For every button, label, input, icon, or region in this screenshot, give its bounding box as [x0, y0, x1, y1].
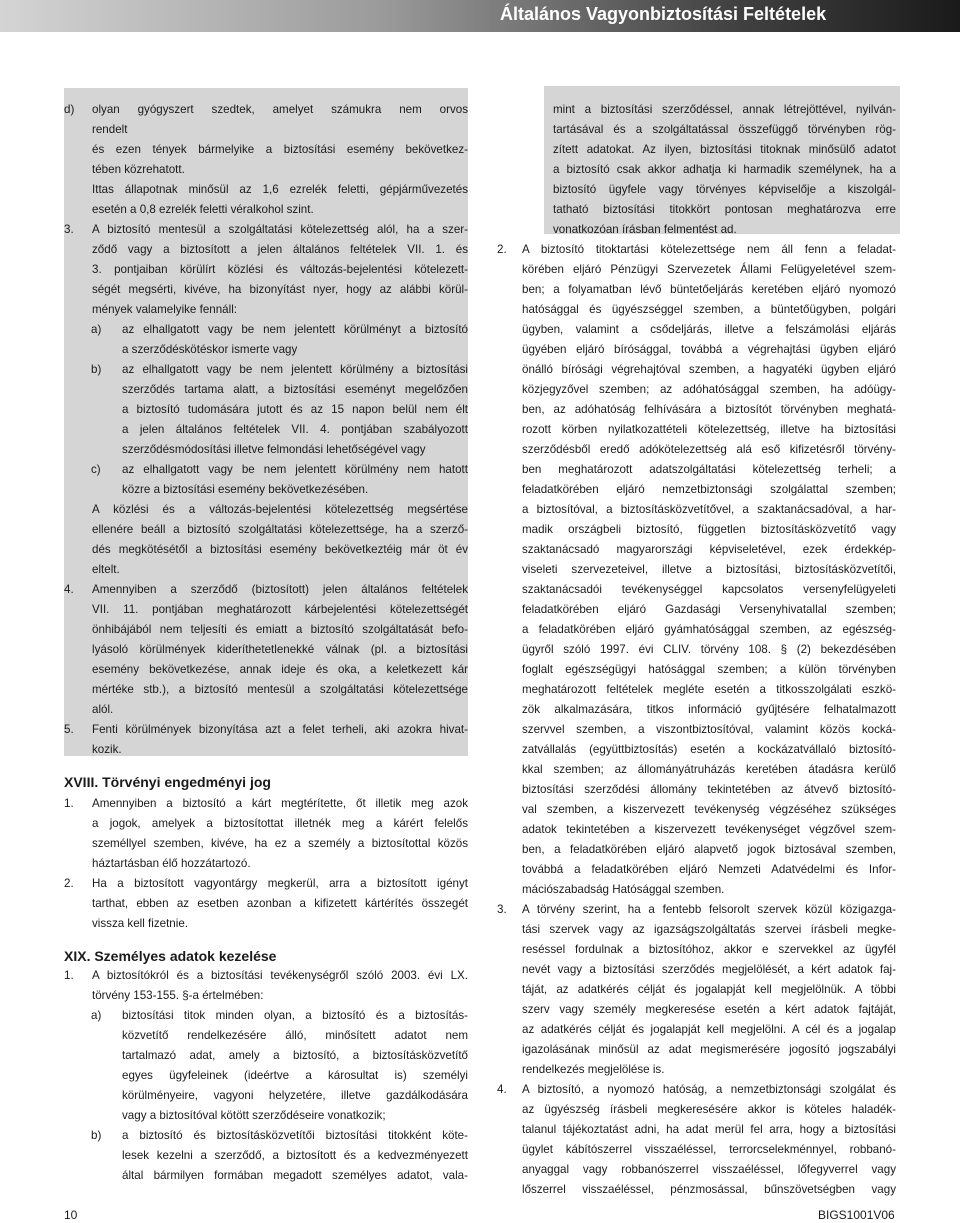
line-text: madik országbeli biztosító, független biztosításközvetítő vagy	[522, 523, 896, 536]
line-text: biztosítási titok minden olyan, a biztosító és a biztosítás-	[122, 1009, 468, 1022]
text-line	[522, 1040, 896, 1060]
text-line	[122, 1146, 468, 1166]
line-text: nevét vagy a biztosítási szerződés megjelölését, a kért adatok faj-	[522, 963, 896, 976]
text-line	[64, 794, 468, 814]
text-line	[522, 340, 896, 360]
text-line	[522, 680, 896, 700]
text-line	[92, 120, 468, 140]
line-text: vonatkozóan írásban felmentést ad.	[553, 223, 737, 236]
text-line	[553, 140, 896, 160]
line-text: igazolásának minősül az adat megismerésére jogosító jogszabályi	[522, 1043, 896, 1056]
line-text: A biztosító, a nyomozó hatóság, a nemzetbiztonsági szolgálat és	[522, 1083, 896, 1096]
line-text: közre a biztosítási esemény bekövetkezésében.	[122, 483, 369, 496]
text-line	[522, 540, 896, 560]
text-line	[522, 1160, 896, 1180]
line-text: mációszabadság Hatósággal szemben.	[522, 883, 725, 896]
line-text: a szerződéskötéskor ismerte vagy	[122, 343, 298, 356]
text-line	[92, 914, 468, 934]
line-text: közjegyzővel szemben; az adóhatósággal szemben, ha adóügy-	[522, 383, 896, 396]
text-line	[522, 600, 896, 620]
text-line	[122, 1086, 468, 1106]
line-text: reséssel fordulnak a biztosítóhoz, akkor e szervekkel az ügyfél	[522, 943, 896, 956]
text-line	[497, 900, 896, 920]
text-line	[92, 540, 468, 560]
text-line	[522, 960, 896, 980]
text-line	[92, 640, 468, 660]
text-line	[92, 560, 468, 580]
line-text: rendelkezés megjelölése is.	[522, 1063, 665, 1076]
line-text: ségét megsérti, kivéve, ha bizonyítást nyer, hogy az alábbi körül-	[92, 283, 468, 296]
line-text: kozik.	[92, 743, 122, 756]
line-text: szaktanácsadó magyarországi képviseletével, ezek érdekkép-	[522, 543, 896, 556]
line-text: a jelen általános feltételek VII. 4. pontjában szabályozott	[122, 423, 468, 436]
text-line	[92, 834, 468, 854]
line-text: szerv vagy személy megkeresése esetén a kért adatok fajtáját,	[522, 1003, 896, 1016]
text-line	[92, 260, 468, 280]
text-line	[522, 560, 896, 580]
line-text: zatvállalás (együttbiztosítás) esetén a kockázatvállaló biztosító-	[522, 743, 896, 756]
text-line	[92, 200, 468, 220]
line-text: mértéke stb.), a biztosító mentesül a szolgáltatási kötelezettsége	[92, 683, 468, 696]
line-text: talanul tájékoztatást adni, ha adat merül fel arra, hogy a biztosítási	[522, 1123, 896, 1136]
line-text: önálló bírósági végrehajtóval szemben, a hagyatéki ügyben eljáró	[522, 363, 896, 376]
line-text: A törvény szerint, ha a fentebb felsorolt szervek közül közigazga-	[522, 903, 896, 916]
text-line	[92, 500, 468, 520]
text-line	[92, 600, 468, 620]
line-text: VII. 11. pontjában meghatározott kárbejelentési kötelezettségét	[92, 603, 468, 616]
line-text: lesek kezelni a szerződő, a biztosított és a kedvezményezett	[122, 1149, 468, 1162]
line-text: szervvel szemben, a viszontbiztosítóval, valamint közös kocká-	[522, 723, 896, 736]
line-text: ellenére beáll a biztosító szolgáltatási kötelezettsége, ha a szerző-	[92, 523, 468, 536]
text-line	[522, 400, 896, 420]
line-text: vissza kell fizetnie.	[92, 917, 189, 930]
text-line	[92, 986, 468, 1006]
page-number: 10	[64, 1208, 78, 1222]
document-title: Általános Vagyonbiztosítási Feltételek	[500, 4, 827, 24]
text-line	[497, 240, 896, 260]
text-line	[522, 640, 896, 660]
line-text: körülményeire, vagyoni helyzetére, illetve gazdálkodására	[122, 1089, 468, 1102]
line-text: A biztosító mentesül a szolgáltatási kötelezettség alól, ha a szer-	[92, 223, 468, 236]
line-text: az elhallgatott vagy be nem jelentett körülmény nem hatott	[122, 463, 468, 476]
line-text: a biztosító tudomására jutott és az 15 napon belül nem élt	[122, 403, 468, 416]
line-text: szerződésmódosítási illetve felmondási lehetőségével vagy	[122, 443, 426, 456]
text-line	[122, 400, 468, 420]
text-line	[553, 160, 896, 180]
line-text: által bármilyen formában megadott személyes adatot, vala-	[122, 1169, 468, 1182]
text-line	[522, 280, 896, 300]
line-text: ződő vagy a biztosított a jelen általános feltételek VII. 1. és	[92, 243, 468, 256]
text-line	[522, 380, 896, 400]
text-line	[92, 140, 468, 160]
line-text: tartásával és a szolgáltatással összefüggő törvényben rög-	[553, 123, 896, 136]
text-line	[92, 894, 468, 914]
line-text: eltelt.	[92, 563, 120, 576]
line-text: tarthat, ebben az esetben azonban a kifizetett kártérítés összegét	[92, 897, 468, 910]
line-text: a biztosító csak akkor adhatja ki harmadik személynek, ha a	[553, 163, 896, 176]
text-line	[553, 200, 896, 220]
line-text: az adatkérés célját és jogalapját kell megjelölni. A cél és a jogalap	[522, 1023, 896, 1036]
text-line	[92, 180, 468, 200]
list-marker: d)	[64, 103, 75, 116]
text-line	[92, 620, 468, 640]
text-line	[122, 340, 468, 360]
line-text: mint a biztosítási szerződéssel, annak létrejöttével, nyilván-	[553, 103, 896, 116]
text-line	[92, 160, 468, 180]
text-line	[522, 880, 896, 900]
text-line	[522, 420, 896, 440]
line-text: feladatkörében eljáró nemzetbiztonsági szolgálattal szemben;	[522, 483, 896, 496]
line-text: A biztosítókról és a biztosítási tevékenységről szóló 2003. évi LX.	[92, 969, 468, 982]
text-line	[64, 720, 468, 740]
line-text: ügyében eljáró bírósággal, továbbá a végrehajtási ügyben eljáró	[522, 343, 896, 356]
line-text: a feladatkörében eljáró gyámhatósággal szemben, az egészség-	[522, 623, 896, 636]
text-line	[522, 860, 896, 880]
list-marker: a)	[91, 323, 102, 336]
line-text: törvény 153-155. §-a értelmében:	[92, 989, 264, 1002]
text-line	[92, 740, 468, 760]
line-text: kkal szemben; az állományátruházás keretében átadásra kerülő	[522, 763, 896, 776]
text-line	[522, 360, 896, 380]
line-text: esetén a 0,8 ezrelék feletti véralkohol szint.	[92, 203, 314, 216]
text-line	[522, 440, 896, 460]
line-text: és ezen tények bármelyike a biztosítási esemény bekövetkez-	[92, 143, 468, 156]
text-line	[522, 520, 896, 540]
line-text: adatok tekintetében a kiszervezett tevékenységet végzővel szem-	[522, 823, 896, 836]
line-text: zített adatokat. Az ilyen, biztosítási titoknak minősülő adatot	[553, 143, 896, 156]
line-text: háztartásban élő hozzátartozó.	[92, 857, 251, 870]
list-marker: 1.	[64, 969, 74, 982]
text-line	[522, 620, 896, 640]
list-marker: 3.	[64, 223, 74, 236]
list-marker: a)	[91, 1009, 102, 1022]
text-line	[522, 460, 896, 480]
line-text: táját, az adatkérés célját és jogalapját kell megjelölnük. A többi	[522, 983, 896, 996]
line-text: val szemben, a kiszervezett tevékenység végzéséhez szükséges	[522, 803, 896, 816]
list-marker: 3.	[497, 903, 507, 916]
line-text: olyan gyógyszert szedtek, amelyet számukra nem orvos	[92, 103, 468, 116]
text-line	[122, 1106, 468, 1126]
line-text: alól.	[92, 703, 114, 716]
line-text: az elhallgatott vagy be nem jelentett körülményt a biztosító	[122, 323, 468, 336]
line-text: A biztosító titoktartási kötelezettsége nem áll fenn a feladat-	[522, 243, 896, 256]
text-line	[122, 380, 468, 400]
line-text: ben, a feladatkörében eljáró alapvető jogok biztosával szemben,	[522, 843, 896, 856]
text-line	[522, 760, 896, 780]
line-text: mények valamelyike fennáll:	[92, 303, 237, 316]
line-text: hatósággal és ügyészséggel szemben, a büntetőügyben, polgári	[522, 303, 896, 316]
line-text: Ittas állapotnak minősül az 1,6 ezrelék feletti, gépjárművezetés	[92, 183, 468, 196]
line-text: anyaggal vagy robbanószerrel visszaéléssel, lőfegyverrel vagy	[522, 1163, 896, 1176]
text-line	[64, 966, 468, 986]
text-line	[522, 780, 896, 800]
section-heading	[64, 946, 468, 966]
line-text: zök alkalmazására, titkos információ gyűjtésére felhatalmazott	[522, 703, 896, 716]
text-line	[122, 1026, 468, 1046]
text-line	[522, 1120, 896, 1140]
line-text: ügyben, valamint a csődeljárás, illetve a felszámolási eljárás	[522, 323, 896, 336]
line-text: ügylet kábítószerrel visszaéléssel, terrorcselekménnyel, robbanó-	[522, 1143, 896, 1156]
list-marker: b)	[91, 363, 102, 376]
line-text: meghatározott feltételek megléte esetén a titkosszolgálati eszkö-	[522, 683, 896, 696]
text-line	[522, 1180, 896, 1200]
text-line	[91, 1126, 468, 1146]
line-text: rendelt	[92, 123, 128, 136]
line-text: dés megkötésétől a biztosítási esemény bekövetkeztéig már öt év	[92, 543, 468, 556]
list-marker: b)	[91, 1129, 102, 1142]
text-line	[92, 814, 468, 834]
line-text: ben, az adóhatóság felhívására a biztosítót törvényben meghatá-	[522, 403, 896, 416]
line-text: önhibájából nem teljesíti és emiatt a biztosító szolgáltatását befo-	[92, 623, 468, 636]
text-line	[122, 1066, 468, 1086]
text-line	[522, 800, 896, 820]
line-text: A közlési és a változás-bejelentési kötelezettség megsértése	[92, 503, 468, 516]
text-line	[553, 180, 896, 200]
list-marker: 2.	[497, 243, 507, 256]
line-text: biztosító ügyfele vagy törvényes képviselője a kiszolgál-	[553, 183, 896, 196]
line-text: viseleti szervezeteivel, illetve a biztosítási, biztosításközvetítői,	[522, 563, 896, 576]
text-line	[522, 660, 896, 680]
text-line	[92, 240, 468, 260]
text-line	[122, 1046, 468, 1066]
line-text: tási szervek vagy az igazságszolgáltatás szervei írásbeli megke-	[522, 923, 896, 936]
text-line	[497, 1080, 896, 1100]
line-text: szaktanácsadói tevékenységgel kapcsolatos versenyfelügyeleti	[522, 583, 896, 596]
text-line	[91, 460, 468, 480]
text-line	[522, 720, 896, 740]
text-line	[522, 940, 896, 960]
line-text: a biztosító és biztosításközvetítői biztosítási titokként köte-	[122, 1129, 468, 1142]
line-text: szerződés tartama alatt, a biztosítási eseményt megelőzően	[122, 383, 468, 396]
line-text: Amennyiben a szerződő (biztosított) jelen általános feltételek	[92, 583, 468, 596]
page-header-bar	[0, 0, 960, 32]
line-text: 3. pontjaiban körülírt közlési és változás-bejelentési kötelezett-	[92, 263, 468, 276]
text-line	[522, 480, 896, 500]
line-text: Ha a biztosított vagyontárgy megkerül, arra a biztosított igényt	[92, 877, 468, 890]
text-line	[522, 320, 896, 340]
line-text: tében közrehatott.	[92, 163, 185, 176]
text-line	[92, 280, 468, 300]
line-text: feladatkörében eljáró Gazdasági Versenyhivatallal szemben;	[522, 603, 896, 616]
text-line	[522, 300, 896, 320]
line-text: foglalt egészségügyi hatósággal szemben; a külön törvényben	[522, 663, 896, 676]
line-text: a biztosítóval, a biztosításközvetítővel, a szaktanácsadóval, a har-	[522, 503, 896, 516]
text-line	[522, 260, 896, 280]
line-text: Fenti körülmények bizonyítása azt a felet terheli, aki azokra hivat-	[92, 723, 468, 736]
line-text: XIX. Személyes adatok kezelése	[64, 948, 277, 964]
text-line	[64, 100, 468, 120]
text-line	[522, 1020, 896, 1040]
text-line	[64, 220, 468, 240]
line-text: személlyel szemben, kivéve, ha ez a személy a biztosítottal közös	[92, 837, 468, 850]
line-text: lyásoló körülmények kideríthetetlenekké válnak (pl. a biztosítási	[92, 643, 468, 656]
line-text: az elhallgatott vagy be nem jelentett körülmény a biztosítási	[122, 363, 468, 376]
line-text: XVIII. Törvényi engedményi jog	[64, 774, 271, 790]
text-line	[91, 320, 468, 340]
list-marker: 5.	[64, 723, 74, 736]
list-marker: c)	[91, 463, 101, 476]
line-text: az ügyészség írásbeli megkeresésére akkor is köteles haladék-	[522, 1103, 896, 1116]
text-line	[522, 1060, 896, 1080]
text-line	[522, 1100, 896, 1120]
line-text: a jogok, amelyek a biztosítottat illetnék meg a kárért felelős	[92, 817, 468, 830]
document-code: BIGS1001V06	[818, 1208, 895, 1222]
text-line	[522, 840, 896, 860]
line-text: ben meghatározott adatszolgáltatási kötelezettség terheli; a	[522, 463, 896, 476]
line-text: egyes ügyfeleinek (ideértve a károsultat is) személyi	[122, 1069, 468, 1082]
text-line	[92, 700, 468, 720]
list-marker: 4.	[497, 1083, 507, 1096]
text-line	[522, 980, 896, 1000]
line-text: ügyről szóló 1997. évi CLIV. törvény 108. § (2) bekezdésében	[522, 643, 896, 656]
line-text: közvetítő rendelkezésére álló, minősített adatot nem	[122, 1029, 468, 1042]
text-line	[122, 1166, 468, 1186]
line-text: rozott körben nyilatkozattételi kötelezettség, illetve ha biztosítási	[522, 423, 896, 436]
text-line	[522, 500, 896, 520]
text-line	[553, 120, 896, 140]
line-text: esemény bekövetkezése, annak ideje és oka, a keletkezett kár	[92, 663, 468, 676]
text-line	[92, 520, 468, 540]
text-line	[522, 1140, 896, 1160]
text-line	[64, 874, 468, 894]
line-text: tartalmazó adat, amely a biztosító, a biztosításközvetítő	[122, 1049, 468, 1062]
text-line	[522, 820, 896, 840]
text-line	[92, 660, 468, 680]
text-line	[522, 920, 896, 940]
text-line	[522, 580, 896, 600]
line-text: körében eljáró Pénzügyi Szervezetek Állami Felügyeletével szem-	[522, 263, 896, 276]
text-line	[64, 580, 468, 600]
line-text: lőszerrel visszaéléssel, pénzmosással, bűnszövetségben vagy	[522, 1183, 896, 1196]
list-marker: 1.	[64, 797, 74, 810]
line-text: vagy a biztosítóval kötött szerződéseire vonatkozik;	[122, 1109, 386, 1122]
text-line	[522, 740, 896, 760]
text-line	[553, 220, 896, 240]
line-text: Amennyiben a biztosító a kárt megtérítette, őt illetik meg azok	[92, 797, 468, 810]
line-text: biztosítási szerződési állomány tekintetében az átvevő biztosító-	[522, 783, 896, 796]
list-marker: 2.	[64, 877, 74, 890]
text-line	[522, 700, 896, 720]
text-line	[122, 440, 468, 460]
text-line	[91, 1006, 468, 1026]
line-text: szerződésből eredő adókötelezettség alá eső kifizetésről törvény-	[522, 443, 896, 456]
line-text: ben; a folyamatban lévő büntetőeljárás keretében eljáró nyomozó	[522, 283, 896, 296]
text-line	[92, 854, 468, 874]
section-heading	[64, 772, 468, 792]
text-line	[92, 300, 468, 320]
text-line	[92, 680, 468, 700]
text-line	[122, 480, 468, 500]
text-line	[522, 1000, 896, 1020]
line-text: továbbá a feladatkörében eljáró Nemzeti Adatvédelmi és Infor-	[522, 863, 896, 876]
list-marker: 4.	[64, 583, 74, 596]
line-text: tatható biztosítási titokkört pontosan meghatározva erre	[553, 203, 896, 216]
text-line	[122, 420, 468, 440]
text-line	[91, 360, 468, 380]
text-line	[553, 100, 896, 120]
